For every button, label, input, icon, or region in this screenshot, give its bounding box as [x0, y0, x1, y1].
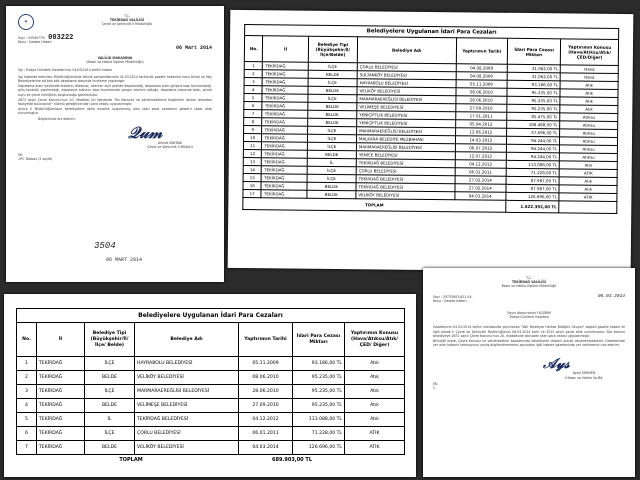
- letter1-ek-item: -IPC Tablosu (2 sayfa): [18, 157, 53, 162]
- letter1-signer-title: Çevre ve Şehircilik İl Müdürü: [147, 145, 193, 150]
- table2-cell: ATIK: [345, 427, 405, 441]
- table1-cell: BELDE: [307, 118, 356, 127]
- penalty-table-page-1: [228, 10, 634, 272]
- letter1-paragraph: 2872 sayılı Çevre Kanunu'nun 20. Maddesi (e) bendinde "Bu Kanunla ve yönetmeliklerle öngörülen izinleri almadan faaliyette bulunanlar" hükmü gereğince idari para cezası uygulanmıştır.: [18, 97, 212, 107]
- table1-cell: Atıksu: [560, 153, 618, 162]
- table2-cell: ATIK: [345, 441, 405, 455]
- table2-cell: 08.06.2010: [239, 371, 293, 385]
- letter2-header-governorship: TEKİRDAĞ VALİLİĞİ: [511, 280, 547, 285]
- letter-environment-directorate: [6, 6, 224, 282]
- table1-cell: Hava: [561, 65, 619, 74]
- letter2-ek-label: EK:: [433, 381, 439, 386]
- table2-cell: TEKİRDAĞ: [37, 357, 85, 371]
- table1-cell: BELDE: [307, 110, 356, 119]
- table1-cell: 94.244,00 TL: [506, 152, 560, 161]
- table2-row: [17, 399, 405, 413]
- table1-cell: BELDE: [308, 102, 357, 111]
- letter2-ek-item: 1: [433, 386, 436, 391]
- table1-cell: 93.186,00 TL: [507, 80, 561, 89]
- table1-header-row: [244, 36, 618, 66]
- table2-cell: 93.186,00 TL: [293, 357, 345, 371]
- table1-cell: YENİCE BELEDİYESİ: [356, 151, 455, 160]
- table1-total-row: [243, 198, 617, 214]
- letter2-handwritten-date: 06.03.2014: [597, 293, 625, 299]
- table1-cell: VELİMEŞE BELEDİYESİ: [357, 103, 456, 112]
- table1-cell: TEKİRDAĞ: [262, 142, 307, 150]
- table1-cell: 87.987,00 TL: [506, 176, 560, 185]
- table1-cell: 95.235,00 TL: [507, 104, 561, 113]
- table2-cell: BELDE: [85, 371, 135, 385]
- table1-cell: Hava: [561, 73, 619, 82]
- table2-header-cell: Yaptırımın Konusu (Hava/Atıksu/Atık/ÇED/ Diğer): [345, 323, 405, 357]
- table1-cell: TEKİRDAĞ BELEDİYESİ: [356, 159, 455, 168]
- table1-cell: 14.03.2012: [455, 136, 506, 145]
- table1-cell: TEKİRDAĞ: [263, 78, 308, 86]
- letter2-header-tc: T.C.: [526, 276, 532, 280]
- table1-cell: 31.062,00 TL: [507, 72, 561, 81]
- table1-cell: TEKİRDAĞ: [262, 158, 307, 166]
- table1-cell: MARMARAEREĞLİSİ BELEDİYESİ: [357, 95, 456, 104]
- letter1-addressee-sub: (Basın ve Halkla İlişkiler Müdürlüğü): [86, 60, 144, 65]
- table2-cell: 27.09.2010: [239, 399, 293, 413]
- table1-cell: 85.475,00 TL: [507, 112, 561, 121]
- letter1-addressee: VALİLİK MAKAMINA: [97, 56, 133, 61]
- table1-cell: 05.11.2009: [456, 80, 507, 89]
- table2-cell: BELDE: [85, 441, 135, 455]
- table1-cell: TEKİRDAĞ BELEDİYESİ: [356, 175, 455, 184]
- table1-cell: 11: [243, 142, 262, 150]
- table1-cell: Atık: [560, 105, 618, 114]
- table1-cell: 10: [243, 134, 262, 142]
- table1-cell: ATIK: [559, 193, 617, 202]
- table2-header-cell: Yaptırımın Tarihi: [239, 323, 293, 357]
- table2-header-cell: İl: [37, 323, 85, 357]
- table1-cell: 27.02.2014: [455, 176, 506, 185]
- table1-cell: HAYRABOLU BELEDİYESİ: [357, 79, 456, 88]
- table2-cell: 04.03.2014: [239, 441, 293, 455]
- letter2-addressee-sub: Trakya Gündem Gazetesi: [509, 315, 549, 320]
- table1-cell: 87.987,00 TL: [506, 184, 560, 193]
- table1-cell: İLÇE: [308, 94, 357, 103]
- table2-cell: TEKİRDAĞ: [37, 399, 85, 413]
- table2-row: [17, 413, 405, 427]
- table1-cell: MALKARA BELEDİYE MEZBAHASI: [356, 135, 455, 144]
- table1-cell: 06.07.2012: [455, 144, 506, 153]
- penalty-table-page-2: [4, 294, 416, 477]
- table2-cell: 5: [17, 413, 37, 427]
- table1-header-cell: Yaptırımın Konusu (Hava/Atıksu/Atık/ÇED/Diğer): [561, 39, 619, 66]
- table2-cell: İL: [85, 413, 135, 427]
- table2-cell: İLÇE: [85, 357, 135, 371]
- table1-cell: VELİKÖY BELEDİYESİ: [357, 87, 456, 96]
- table1-cell: 27.02.2014: [455, 184, 506, 193]
- table2-row: [17, 441, 405, 455]
- table2-cell: MARMARAEREĞLİSİ BELEDİYESİ: [135, 385, 239, 399]
- table2-cell: TEKİRDAĞ: [37, 371, 85, 385]
- table1-cell: 8: [244, 118, 263, 126]
- letter1-header-governorship: TEKİRDAĞ VALİLİĞİ: [109, 18, 145, 23]
- letter1-ek-label: EK:: [18, 153, 24, 158]
- table1-header-cell: İdari Para Cezası Miktarı: [507, 38, 561, 65]
- table2-cell: Atık: [345, 413, 405, 427]
- table1-cell: BELDE: [308, 70, 357, 79]
- table1-cell: YENİÇİFTLİK BELEDİYESİ: [357, 111, 456, 120]
- table1-cell: TEKİRDAĞ: [262, 102, 307, 110]
- table2-cell: 95.235,00 TL: [293, 385, 345, 399]
- letter2-signer-name: Aysel ERKMEN: [572, 371, 596, 376]
- letter-press-directorate: [423, 268, 635, 477]
- table1-cell: Atık: [560, 81, 618, 90]
- letter1-signature-icon: 𝒬𝓊𝓂: [128, 122, 163, 142]
- table1-cell: 06.01.2011: [455, 168, 506, 177]
- table1-cell: 04.03.2014: [455, 192, 506, 201]
- table1-cell: İLÇE: [307, 126, 356, 135]
- table1-cell: BELDE: [308, 86, 357, 95]
- table2-cell: 4: [17, 399, 37, 413]
- table2-cell: TEKİRDAĞ: [37, 385, 85, 399]
- table1-cell: 16: [243, 182, 262, 190]
- table2-header-cell: Belediye Tipi (Büyükşehir/İl/İlçe/ Belde): [85, 323, 135, 357]
- letter2-sayi: Sayı : 29733003-621.04-: [433, 294, 473, 299]
- letter2-konu: Konu : Gazete haberi: [433, 298, 467, 303]
- letter1-paragraph: İlgi haberde belirtilen Müdürlüğümüzde teknik personellerimiz 04.03.2014 tarihinde gazete haberine konu Kırsal ve Köy Belediyelerine ait katı atık depolama alanında inceleme yapılmıştır.: [18, 74, 212, 84]
- letter1-paragraph: Ayrıca İl Müdürlüğümüzce belediyelere daha evvelce uygulanmış olan idari para cezalarını gösterir tablo ekte sunulmuştur.: [18, 107, 212, 116]
- table1-cell: ATIK: [560, 169, 618, 178]
- ministry-logo-icon: ✦: [18, 14, 34, 30]
- table2-cell: 04.12.2012: [239, 413, 293, 427]
- table1-cell: TEKİRDAĞ: [262, 150, 307, 158]
- table2-cell: VELİKÖY BELEDİYESİ: [135, 441, 239, 455]
- table2-cell: VELİKÖY BELEDİYESİ: [135, 371, 239, 385]
- table1-cell: İLÇE: [307, 174, 356, 183]
- table1-cell: 37.696,00 TL: [507, 128, 561, 137]
- table1-cell: TEKİRDAĞ: [261, 190, 306, 198]
- letter1-handwritten-date: 06 MART 2014: [106, 257, 143, 263]
- table2-cell: Atık: [345, 385, 405, 399]
- letter1-signer-name: Ahmet BAYRAK: [158, 140, 182, 145]
- table2-title: Belediyelere Uygulanan İdari Para Cezaları: [16, 308, 405, 322]
- table1-cell: TEKİRDAĞ: [262, 126, 307, 134]
- table1-cell: Atık: [559, 177, 617, 186]
- table1-total-empty: [559, 201, 617, 214]
- table1-title: Belediyelere Uygulanan İdari Para Cezaları: [244, 24, 619, 39]
- table2-cell: TEKİRDAĞ: [37, 427, 85, 441]
- letter2-signature-icon: 𝒜𝓎𝓈: [543, 356, 570, 373]
- letter1-handwritten-code: 3504: [94, 241, 116, 251]
- table2-cell: 71.228,00 TL: [293, 427, 345, 441]
- table1-cell: Atık: [560, 89, 618, 98]
- table1-cell: İLÇE: [307, 166, 356, 175]
- table1-cell: 13: [243, 158, 262, 166]
- table1-cell: İL: [307, 158, 356, 167]
- table2-cell: TEKİRDAĞ BELEDİYESİ: [135, 413, 239, 427]
- table1-cell: İLÇE: [308, 62, 357, 71]
- table2-cell: Atık: [345, 399, 405, 413]
- table1-header-cell: Belediye Adı: [357, 37, 456, 64]
- table2-cell: ÇORLU BELEDİYESİ: [135, 427, 239, 441]
- table2-header-cell: No.: [17, 323, 37, 357]
- table1-cell: 1: [244, 62, 263, 70]
- table1-cell: VELİKÖY BELEDİYESİ: [356, 191, 455, 200]
- table1-cell: TEKİRDAĞ: [262, 134, 307, 142]
- letter1-paragraph: Depolama alanı içerisinde atıkların düzensiz, üzerinin açık şekilde depolandığı, depolama alanı girişine kapı bulunmadığı, giriş kontrolü yapılmadığı, depolama alanının bazı kısımlarında yangın izlerinin olduğu, depolama alanında koku, sızıntı suyu ve çevre kirliliğinin oluşturduğu görülmüştür.: [18, 84, 212, 97]
- table1-cell: 95.235,00 TL: [507, 96, 561, 105]
- table1-cell: Atıksu: [560, 145, 618, 154]
- letter1-paragraph: Bilgilerinize arz ederim.: [38, 116, 76, 121]
- letter1-konu: Konu : Gazete Haberi: [18, 40, 52, 45]
- table1-cell: 71.228,00 TL: [506, 168, 560, 177]
- table1-cell: TEKİRDAĞ: [262, 94, 307, 102]
- table1-cell: YENİÇİFTLİK BELEDİYESİ: [357, 119, 456, 128]
- table1-cell: MARMARAEREĞLİSİ BELEDİYESİ: [357, 127, 456, 136]
- table2-total-label: TOPLAM: [119, 457, 143, 463]
- table1-cell: 9: [244, 126, 263, 134]
- table2-header-cell: Belediye Adı: [135, 323, 239, 357]
- table2-header-cell: İdari Para Cezası Miktarı: [293, 323, 345, 357]
- table1-header-cell: No.: [244, 36, 263, 62]
- table1-cell: 6: [244, 102, 263, 110]
- table1-cell: 17: [243, 190, 262, 198]
- table1-cell: BELDE: [307, 190, 356, 199]
- table1-cell: 95.235,00 TL: [507, 88, 561, 97]
- table1-cell: 08.06.2010: [456, 88, 507, 97]
- letter1-sayi: Sayı : 53549775/: [18, 36, 46, 40]
- letter1-stamp-number: 003222: [48, 34, 74, 42]
- table2-cell: 06.01.2011: [239, 427, 293, 441]
- table1-cell: 05.04.2012: [455, 120, 506, 129]
- table1-cell: TEKİRDAĞ: [263, 70, 308, 78]
- table2-total-value: 689.903,00 TL: [272, 457, 312, 463]
- table2-row: [17, 427, 405, 441]
- table2-cell: BELDE: [85, 399, 135, 413]
- table1-cell: Atık: [559, 185, 617, 194]
- table1-header-cell: Yaptırımın Tarihi: [456, 38, 508, 65]
- table1-cell: 4: [244, 86, 263, 94]
- table2-cell: İLÇE: [85, 427, 135, 441]
- table1-cell: 126.696,00 TL: [506, 192, 560, 201]
- table1-cell: Atık: [560, 161, 618, 170]
- letter2-addressee: Sayın Abdurrahim YILDIRIM: [507, 311, 551, 316]
- letter1-ilgi: İlgi : Trakya Gündem Gazetesi'nin 04/03/2014 tarihli haberi: [18, 67, 113, 72]
- table2-cell: 6: [17, 427, 37, 441]
- table1-cell: 27.09.2010: [455, 104, 506, 113]
- table1-cell: BELDE: [307, 182, 356, 191]
- table2-cell: 3: [17, 385, 37, 399]
- table1-cell: Atıksu: [560, 121, 618, 130]
- table1-cell: 7: [244, 110, 263, 118]
- letter2-paragraph: Gazetenizin 04.03.2014 tarihli nüshasında yayınlanan "Vali Yönetiyor Herkes Bildiğini Okuyor" başlıklı gazete haberi ile ilgili olarak İl Çevre ve Şehircilik Müdürlüğünün 06.03.2014 tarih ve 3222 sayılı yazısı ekte sunulmuştur. Söz konusu belediyeye 2872 sayılı Çevre Kanunu'nun 20. maddesine istinaden idari para cezası uygulanmıştır.: [433, 325, 625, 338]
- table1-cell: 04.12.2012: [455, 160, 506, 169]
- table2-cell: 7: [17, 441, 37, 455]
- letter1-date-stamp: 06 Mart 2014: [175, 45, 212, 51]
- table1-cell: 2: [244, 70, 263, 78]
- letter1-header-directorate: Çevre ve Şehircilik İl Müdürlüğü: [101, 22, 153, 27]
- table1-cell: 113.088,00 TL: [506, 160, 560, 169]
- table1-cell: SULTANKÖY BELEDİYESİ: [357, 71, 456, 80]
- table1-cell: TEKİRDAĞ: [262, 174, 307, 182]
- table1-header-cell: İl: [263, 36, 308, 62]
- table2-cell: HAYRABOLU BELEDİYESİ: [135, 357, 239, 371]
- letter2-header-directorate: Basın ve Halkla İlişkiler Müdürlüğü: [501, 284, 557, 289]
- table2-cell: Atık: [345, 357, 405, 371]
- table2-cell: 2: [17, 371, 37, 385]
- table1-cell: 94.244,00 TL: [506, 136, 560, 145]
- table2-cell: 05.11.2009: [239, 357, 293, 371]
- table1-cell: 5: [244, 94, 263, 102]
- table1-cell: 3: [244, 78, 263, 86]
- table1-cell: 15: [243, 174, 262, 182]
- table1-cell: 188.488,00 TL: [507, 120, 561, 129]
- table2-row: [17, 385, 405, 399]
- table1-cell: Atık: [560, 97, 618, 106]
- table1-cell: TEKİRDAĞ: [262, 86, 307, 94]
- table1-cell: TEKİRDAĞ BELEDİYESİ: [356, 183, 455, 192]
- table1-cell: İLÇE: [307, 134, 356, 143]
- table2-cell: 1: [17, 357, 37, 371]
- table1-cell: Atıksu: [560, 129, 618, 138]
- table1-cell: 94.244,00 TL: [506, 144, 560, 153]
- table1-cell: TEKİRDAĞ: [262, 166, 307, 174]
- table2-cell: VELİMEŞE BELEDİYESİ: [135, 399, 239, 413]
- table2-cell: 113.088,00 TL: [293, 413, 345, 427]
- table2-cell: 126.696,00 TL: [293, 441, 345, 455]
- table2-cell: TEKİRDAĞ: [37, 441, 85, 455]
- letter2-signer-title: İl Basın ve Halkla İlş.Md.: [564, 375, 604, 380]
- table2-cell: 95.235,00 TL: [293, 399, 345, 413]
- table2-row: [17, 371, 405, 385]
- table1-cell: BELDE: [307, 150, 356, 159]
- table1-cell: 04.08.2009: [456, 64, 507, 73]
- table1-cell: ÇORLU BELEDİYESİ: [356, 167, 455, 176]
- table1-total-value: 1.522.392,00 TL: [506, 200, 560, 213]
- table1-cell: TEKİRDAĞ: [261, 182, 306, 190]
- table1-cell: 28.06.2010: [456, 96, 507, 105]
- table1-cell: Atıksu: [560, 113, 618, 122]
- table1-cell: ÇORLU BELEDİYESİ: [357, 63, 456, 72]
- penalty-table-2: [16, 308, 405, 455]
- table2-cell: TEKİRDAĞ: [37, 413, 85, 427]
- table1-cell: 31.062,00 TL: [507, 64, 561, 73]
- table1-total-label: TOPLAM: [243, 198, 506, 213]
- table2-cell: 95.235,00 TL: [293, 371, 345, 385]
- table2-header-row: [17, 323, 405, 357]
- table1-cell: MARMARAEREĞLİSİ BELEDİYESİ: [356, 143, 455, 152]
- table1-header-cell: Belediye Tipi (Büyükşehir/İl/İlçe/Belde): [308, 36, 358, 63]
- table2-cell: İLÇE: [85, 385, 135, 399]
- table1-cell: TEKİRDAĞ: [263, 62, 308, 70]
- table1-cell: 12.07.2012: [455, 152, 506, 161]
- table1-cell: İLÇE: [307, 142, 356, 151]
- table2-cell: 28.06.2010: [239, 385, 293, 399]
- letter2-paragraph: Bilindiği üzere, Çevre Kanunu ve yönetmelikler kapsamında belediyeler düzenli olarak denetlenmektedir. Gazetenizde yer alan haberin kamuoyunu yanlış bilgilendirmemesi açısından ilgili habere gazetenizde yer verilmesini rica ederim.: [433, 339, 625, 348]
- table1-cell: İLÇE: [308, 78, 357, 87]
- table2-row: [17, 357, 405, 371]
- table1-cell: 04.08.2009: [456, 72, 507, 81]
- table1-cell: TEKİRDAĞ: [262, 118, 307, 126]
- table1-cell: 17.01.2011: [455, 112, 506, 121]
- letter1-header-tc: T.C.: [124, 14, 130, 18]
- table1-cell: 14: [243, 166, 262, 174]
- penalty-table-1: [242, 24, 619, 214]
- table1-cell: Atıksu: [560, 137, 618, 146]
- table1-cell: 12.06.2012: [455, 128, 506, 137]
- table1-cell: 12: [243, 150, 262, 158]
- table2-cell: Atık: [345, 371, 405, 385]
- table2-total-row: [16, 457, 404, 463]
- table1-cell: TEKİRDAĞ: [262, 110, 307, 118]
